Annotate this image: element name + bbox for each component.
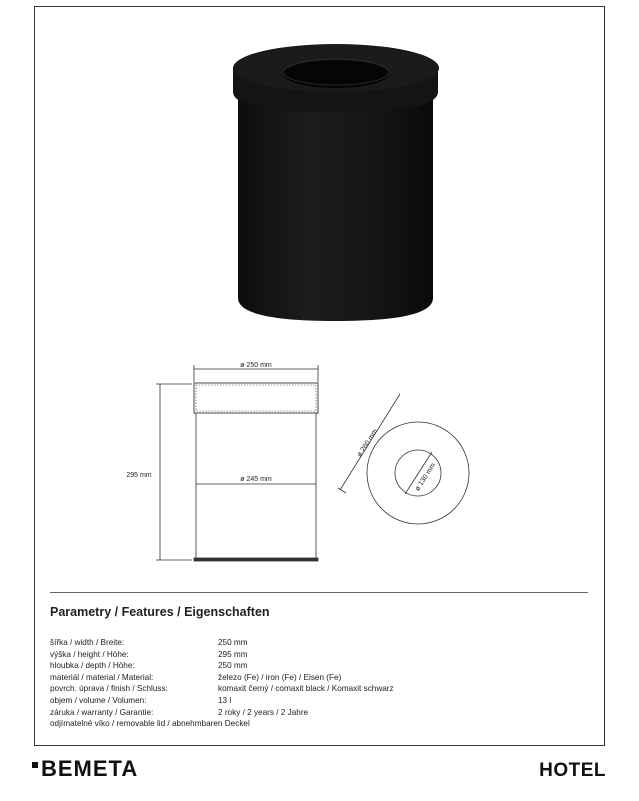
- spec-row-finish: [50, 683, 394, 695]
- spec-value: 295 mm: [218, 649, 248, 659]
- spec-row-material: [50, 672, 394, 684]
- spec-row-width: [50, 637, 394, 649]
- spec-label: hloubka / depth / Höhe:: [50, 661, 135, 671]
- spec-row-depth: [50, 660, 394, 672]
- spec-row-lid: [50, 718, 394, 730]
- spec-label: materiál / material / Material:: [50, 672, 154, 682]
- opening-diameter-label: ø 130 mm: [414, 462, 438, 493]
- outer-diameter-label: ø 260 mm: [356, 428, 380, 459]
- series-name: HOTEL: [539, 760, 606, 781]
- spec-value: 13 l: [218, 695, 232, 705]
- bemeta-logo: [32, 756, 138, 782]
- features-divider: [50, 592, 588, 593]
- spec-label: povrch. úprava / finish / Schluss:: [50, 684, 168, 694]
- spec-value: 250 mm: [218, 638, 248, 647]
- spec-label: výška / height / Höhe:: [50, 649, 129, 659]
- spec-value: železo (Fe) / iron (Fe) / Eisen (Fe): [218, 672, 342, 682]
- spec-table: [50, 637, 394, 730]
- top-width-label: ø 250 mm: [240, 362, 272, 369]
- spec-value: komaxit černý / comaxit black / Komaxit schwarz: [218, 684, 394, 694]
- brand-name: BEMETA: [41, 756, 139, 781]
- logo-mark: [32, 762, 38, 768]
- height-label: 295 mm: [126, 472, 152, 479]
- spec-label: záruka / warranty / Garantie:: [50, 707, 154, 717]
- spec-row-warranty: [50, 707, 394, 719]
- spec-label: objem / volume / Volumen:: [50, 695, 147, 705]
- spec-row-volume: [50, 695, 394, 707]
- body-width-label: ø 245 mm: [240, 476, 272, 483]
- spec-label: šířka / width / Breite:: [50, 638, 125, 647]
- spec-value: 250 mm: [218, 661, 248, 671]
- spec-value: 2 roky / 2 years / 2 Jahre: [218, 707, 309, 717]
- spec-row-height: [50, 649, 394, 661]
- spec-label: odjímatelné víko / removable lid / abnehmbaren Deckel: [50, 719, 250, 729]
- features-title: Parametry / Features / Eigenschaften: [50, 605, 270, 619]
